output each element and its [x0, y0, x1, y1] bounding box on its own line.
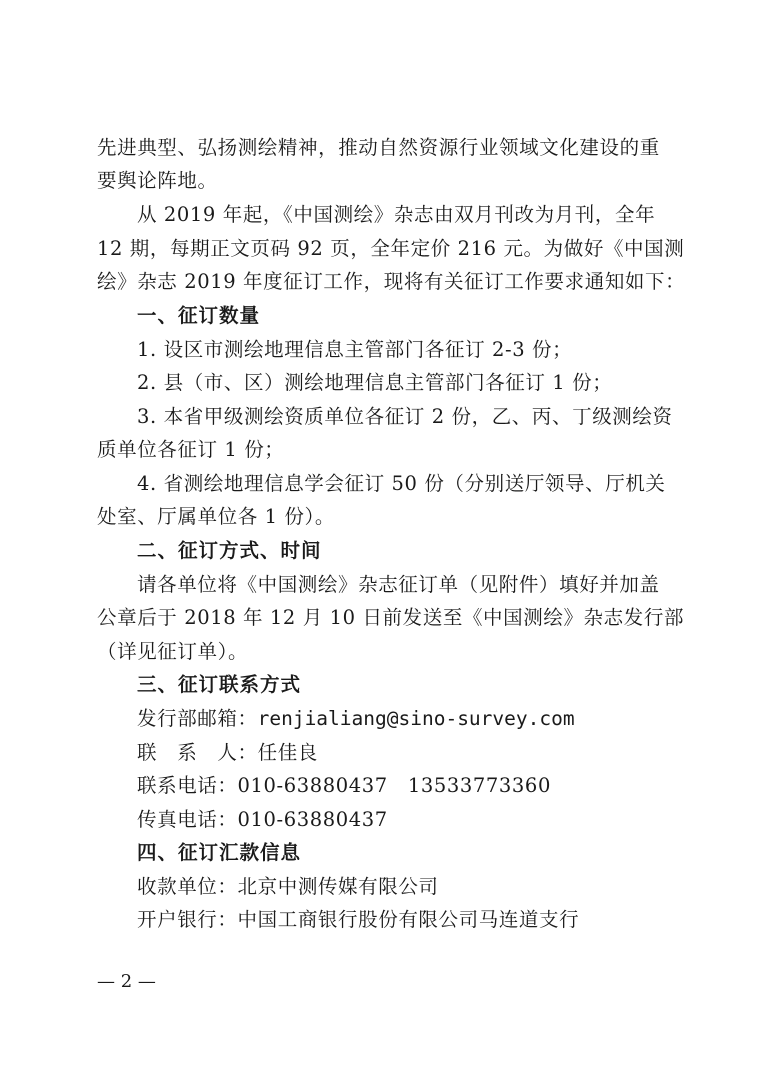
quantity-item-1: 1. 设区市测绘地理信息主管部门各征订 2-3 份； [137, 338, 573, 361]
quantity-item-3-cont: 质单位各征订 1 份； [97, 438, 285, 461]
phone-label: 联系电话： [137, 774, 238, 797]
contact-label: 联 系 人： [137, 741, 258, 764]
fax-row [137, 808, 388, 832]
phone-number: 010-63880437 13533773360 [237, 774, 551, 797]
email-row [137, 707, 575, 731]
page-number: — 2 — [97, 971, 156, 992]
announcement-line-3: 绘》杂志 2019 年度征订工作，现将有关征订工作要求通知如下： [97, 270, 686, 293]
quantity-item-2: 2. 县（市、区）测绘地理信息主管部门各征订 1 份； [137, 371, 613, 394]
section-heading-contact: 三、征订联系方式 [137, 673, 302, 696]
quantity-item-3: 3. 本省甲级测绘资质单位各征订 2 份，乙、丙、丁级测绘资 [137, 405, 673, 428]
payee-row [137, 875, 439, 899]
fax-label: 传真电话： [137, 808, 238, 831]
quantity-item-4: 4. 省测绘地理信息学会征订 50 份（分别送厅领导、厅机关 [137, 472, 666, 495]
section-heading-payment: 四、征订汇款信息 [137, 841, 302, 864]
bank-label: 开户银行： [137, 908, 238, 931]
quantity-item-4-cont: 处室、厅属单位各 1 份）。 [97, 505, 335, 528]
method-line-3: （详见征订单）。 [97, 640, 249, 663]
email-label: 发行部邮箱： [137, 707, 258, 730]
bank-name: 中国工商银行股份有限公司马连道支行 [237, 908, 580, 931]
announcement-line-1: 从 2019 年起，《中国测绘》杂志由双月刊改为月刊，全年 [137, 203, 656, 226]
contact-name: 任佳良 [257, 741, 318, 764]
bank-row [137, 908, 579, 932]
phone-row [137, 774, 551, 798]
contact-row [137, 741, 318, 765]
email-address: renjialiang@sino-survey.com [257, 707, 575, 730]
intro-line-2: 要舆论阵地。 [97, 169, 218, 192]
section-heading-quantity: 一、征订数量 [137, 304, 261, 327]
payee-name: 北京中测传媒有限公司 [237, 875, 439, 898]
section-heading-method: 二、征订方式、时间 [137, 539, 322, 562]
method-line-1: 请各单位将《中国测绘》杂志征订单（见附件）填好并加盖 [137, 573, 660, 596]
fax-number: 010-63880437 [237, 808, 388, 831]
announcement-line-2: 12 期，每期正文页码 92 页，全年定价 216 元。为做好《中国测 [97, 237, 685, 260]
payee-label: 收款单位： [137, 875, 238, 898]
method-line-2: 公章后于 2018 年 12 月 10 日前发送至《中国测绘》杂志发行部 [97, 606, 685, 629]
intro-line-1: 先进典型、弘扬测绘精神，推动自然资源行业领域文化建设的重 [97, 136, 660, 159]
